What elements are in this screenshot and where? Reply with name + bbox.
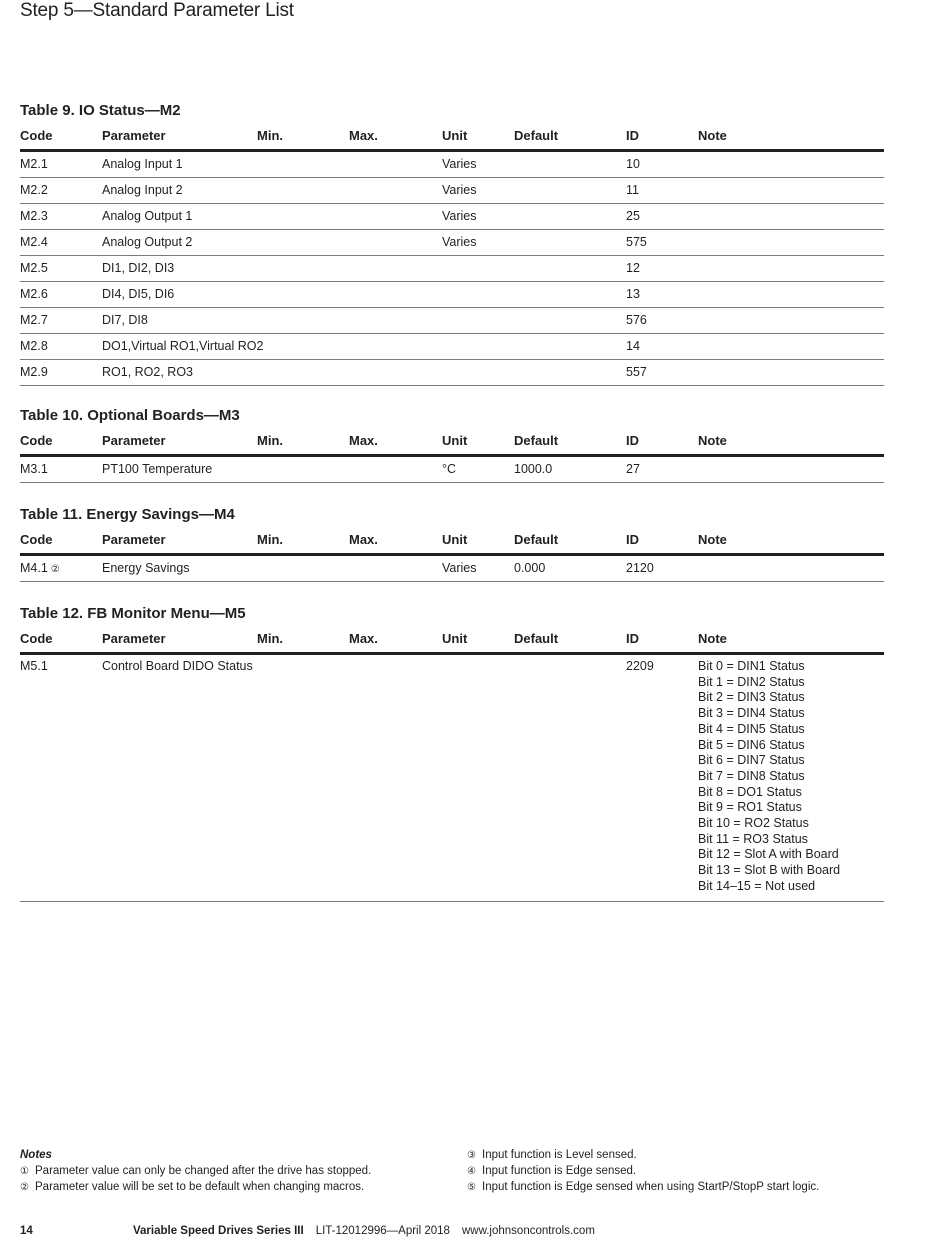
table-energy-savings: [20, 505, 884, 582]
footnote-text: Parameter value can only be changed after the drive has stopped.: [35, 1165, 372, 1177]
note-line: Bit 4 = DIN5 Status: [698, 721, 805, 736]
cell-code: M2.2: [20, 183, 48, 197]
table-row: [20, 457, 884, 483]
cell-max: [349, 457, 442, 482]
column-header-code: Code: [20, 128, 53, 143]
cell-parameter: DI7, DI8: [102, 313, 148, 327]
table-title: Table 9. IO Status—M2: [20, 102, 181, 119]
column-header-note: Note: [698, 532, 727, 547]
cell-max: [349, 230, 442, 255]
table-row: [20, 556, 884, 582]
cell-unit: [442, 334, 514, 359]
column-header-parameter: Parameter: [102, 128, 166, 143]
column-header-parameter: Parameter: [102, 433, 166, 448]
cell-min: [257, 308, 349, 333]
table-fb-monitor-menu: [20, 604, 884, 902]
note-line: Bit 1 = DIN2 Status: [698, 674, 805, 689]
footnote-number: ③: [467, 1150, 476, 1161]
cell-unit: [442, 282, 514, 307]
note-line: Bit 2 = DIN3 Status: [698, 690, 805, 705]
code-value: M4.1: [20, 561, 48, 575]
cell-max: [349, 256, 442, 281]
cell-min: [257, 457, 349, 482]
cell-min: [257, 556, 349, 581]
footnote-text: Parameter value will be set to be default when changing macros.: [35, 1181, 365, 1193]
cell-min: [257, 655, 349, 659]
column-header-max: Max.: [349, 631, 378, 646]
table-body: [20, 457, 884, 483]
cell-id: 2209: [626, 659, 654, 673]
column-header-id: ID: [626, 128, 639, 143]
cell-id: 12: [626, 261, 640, 275]
column-header-max: Max.: [349, 128, 378, 143]
column-header-id: ID: [626, 532, 639, 547]
cell-id: 575: [626, 235, 647, 249]
footnote-item: [20, 1179, 467, 1195]
footnote-item: [467, 1147, 920, 1163]
cell-code: M2.9: [20, 365, 48, 379]
notes-left-column: [20, 1163, 467, 1195]
cell-id: 14: [626, 339, 640, 353]
column-header-unit: Unit: [442, 128, 468, 143]
column-header-max: Max.: [349, 532, 378, 547]
note-line: Bit 5 = DIN6 Status: [698, 737, 805, 752]
column-header-code: Code: [20, 433, 53, 448]
cell-code: M2.3: [20, 209, 48, 223]
cell-unit: Varies: [442, 157, 477, 171]
cell-parameter: Control Board DIDO Status: [102, 659, 253, 673]
cell-min: [257, 256, 349, 281]
cell-code: M3.1: [20, 462, 48, 476]
cell-default: [514, 256, 626, 281]
column-header-parameter: Parameter: [102, 532, 166, 547]
table-row: [20, 256, 884, 282]
table-row: [20, 308, 884, 334]
footnote-text: Input function is Edge sensed when using StartP/StopP start logic.: [482, 1181, 820, 1193]
cell-default: [514, 178, 626, 203]
column-header-min: Min.: [257, 631, 283, 646]
column-header-id: ID: [626, 631, 639, 646]
column-header-min: Min.: [257, 532, 283, 547]
table-body: [20, 655, 884, 902]
cell-code: M2.1: [20, 157, 48, 171]
cell-unit: °C: [442, 462, 457, 476]
column-header-unit: Unit: [442, 532, 468, 547]
cell-note: [698, 204, 884, 229]
cell-max: [349, 152, 442, 177]
cell-min: [257, 334, 349, 359]
cell-note: [698, 230, 884, 255]
column-header-id: ID: [626, 433, 639, 448]
cell-id: 557: [626, 365, 647, 379]
column-header-default: Default: [514, 128, 559, 143]
cell-note: [698, 178, 884, 203]
cell-code: M2.7: [20, 313, 48, 327]
table-body: [20, 556, 884, 582]
page-footer: [20, 1225, 595, 1237]
note-line: Bit 14–15 = Not used: [698, 878, 816, 893]
cell-default: [514, 230, 626, 255]
cell-max: [349, 178, 442, 203]
note-line: Bit 8 = DO1 Status: [698, 784, 802, 799]
cell-default: [514, 360, 626, 385]
cell-unit: Varies: [442, 183, 477, 197]
column-header-min: Min.: [257, 433, 283, 448]
cell-unit: [442, 360, 514, 385]
table-row: [20, 152, 884, 178]
table-row: [20, 334, 884, 360]
cell-id: 13: [626, 287, 640, 301]
table-row: [20, 178, 884, 204]
cell-note: [698, 152, 884, 177]
note-line: Bit 7 = DIN8 Status: [698, 768, 805, 783]
note-line: Bit 6 = DIN7 Status: [698, 753, 805, 768]
footnote-number: ⑤: [467, 1182, 476, 1193]
footer-url: www.johnsoncontrols.com: [461, 1225, 595, 1237]
cell-unit: [442, 256, 514, 281]
cell-min: [257, 282, 349, 307]
cell-unit: Varies: [442, 209, 477, 223]
column-header-code: Code: [20, 631, 53, 646]
cell-min: [257, 204, 349, 229]
cell-unit: [442, 308, 514, 333]
table-title: Table 11. Energy Savings—M4: [20, 506, 235, 523]
cell-default: [514, 204, 626, 229]
cell-id: 576: [626, 313, 647, 327]
cell-note: [698, 360, 884, 385]
cell-id: 27: [626, 462, 640, 476]
cell-code: M2.5: [20, 261, 48, 275]
page-number: 14: [20, 1225, 33, 1237]
cell-unit: Varies: [442, 235, 477, 249]
cell-max: [349, 282, 442, 307]
table-row: [20, 360, 884, 386]
column-header-default: Default: [514, 631, 559, 646]
table-header-row: [20, 123, 884, 152]
cell-note: [698, 457, 884, 482]
footer-series: Variable Speed Drives Series III: [133, 1225, 304, 1237]
cell-default: [514, 152, 626, 177]
cell-note: [698, 334, 884, 359]
column-header-note: Note: [698, 433, 727, 448]
cell-code: M2.6: [20, 287, 48, 301]
cell-id: 10: [626, 157, 640, 171]
table-title: Table 12. FB Monitor Menu—M5: [20, 605, 246, 622]
note-line: Bit 13 = Slot B with Board: [698, 863, 841, 878]
cell-code: M5.1: [20, 659, 48, 673]
note-line: Bit 11 = RO3 Status: [698, 831, 808, 846]
footer-lit-number: LIT-12012996—April 2018: [315, 1225, 450, 1237]
cell-note: [698, 655, 884, 895]
cell-code: M2.8: [20, 339, 48, 353]
cell-parameter: DO1,Virtual RO1,Virtual RO2: [102, 339, 264, 353]
footnote-ref-marker: ②: [50, 564, 60, 575]
table-header-row: [20, 626, 884, 655]
note-line: Bit 9 = RO1 Status: [698, 800, 802, 815]
cell-default: [514, 308, 626, 333]
cell-min: [257, 152, 349, 177]
footnote-text: Input function is Level sensed.: [482, 1149, 637, 1161]
cell-max: [349, 334, 442, 359]
cell-parameter: DI4, DI5, DI6: [102, 287, 175, 301]
cell-code: [20, 556, 102, 581]
cell-unit: Varies: [442, 561, 477, 575]
note-line: Bit 3 = DIN4 Status: [698, 706, 805, 721]
cell-id: 2120: [626, 561, 654, 575]
column-header-min: Min.: [257, 128, 283, 143]
cell-default: [514, 334, 626, 359]
footnote-number: ②: [20, 1182, 29, 1193]
table-header-row: [20, 428, 884, 457]
cell-parameter: Analog Input 2: [102, 183, 183, 197]
notes-title: Notes: [20, 1149, 52, 1161]
cell-default: [514, 282, 626, 307]
table-row: [20, 282, 884, 308]
cell-min: [257, 230, 349, 255]
column-header-max: Max.: [349, 433, 378, 448]
column-header-unit: Unit: [442, 433, 468, 448]
footnote-number: ④: [467, 1166, 476, 1177]
cell-parameter: DI1, DI2, DI3: [102, 261, 175, 275]
column-header-unit: Unit: [442, 631, 468, 646]
column-header-code: Code: [20, 532, 53, 547]
cell-unit: [442, 655, 514, 659]
footnote-item: [467, 1163, 920, 1179]
cell-note: [698, 308, 884, 333]
footnote-number: ①: [20, 1166, 29, 1177]
column-header-note: Note: [698, 128, 727, 143]
cell-note: [698, 556, 884, 581]
table-optional-boards: [20, 406, 884, 483]
page-header-title: Step 5—Standard Parameter List: [20, 0, 294, 21]
cell-max: [349, 204, 442, 229]
column-header-parameter: Parameter: [102, 631, 166, 646]
cell-min: [257, 178, 349, 203]
column-header-note: Note: [698, 631, 727, 646]
table-title: Table 10. Optional Boards—M3: [20, 407, 240, 424]
cell-default: 1000.0: [514, 462, 553, 476]
note-line: Bit 0 = DIN1 Status: [698, 659, 805, 673]
note-line: Bit 12 = Slot A with Board: [698, 847, 839, 862]
cell-max: [349, 308, 442, 333]
table-row: [20, 230, 884, 256]
cell-parameter: Energy Savings: [102, 561, 190, 575]
table-row: [20, 655, 884, 902]
footnote-item: [467, 1179, 920, 1195]
cell-min: [257, 360, 349, 385]
table-io-status: [20, 101, 884, 386]
cell-parameter: Analog Output 1: [102, 209, 193, 223]
notes-right-column: [467, 1147, 920, 1195]
cell-note: [698, 282, 884, 307]
footnote-text: Input function is Edge sensed.: [482, 1165, 637, 1177]
cell-default: 0.000: [514, 561, 546, 575]
cell-max: [349, 655, 442, 659]
cell-parameter: RO1, RO2, RO3: [102, 365, 193, 379]
cell-code: M2.4: [20, 235, 48, 249]
table-body: [20, 152, 884, 386]
note-line: Bit 10 = RO2 Status: [698, 816, 809, 831]
table-header-row: [20, 527, 884, 556]
notes-section: [20, 1147, 920, 1195]
cell-parameter: Analog Output 2: [102, 235, 193, 249]
column-header-default: Default: [514, 433, 559, 448]
cell-max: [349, 556, 442, 581]
table-row: [20, 204, 884, 230]
cell-id: 25: [626, 209, 640, 223]
cell-id: 11: [626, 183, 639, 197]
cell-note: [698, 256, 884, 281]
column-header-default: Default: [514, 532, 559, 547]
cell-parameter: Analog Input 1: [102, 157, 183, 171]
cell-default: [514, 655, 626, 659]
footnote-item: [20, 1163, 467, 1179]
cell-max: [349, 360, 442, 385]
cell-parameter: PT100 Temperature: [102, 462, 213, 476]
